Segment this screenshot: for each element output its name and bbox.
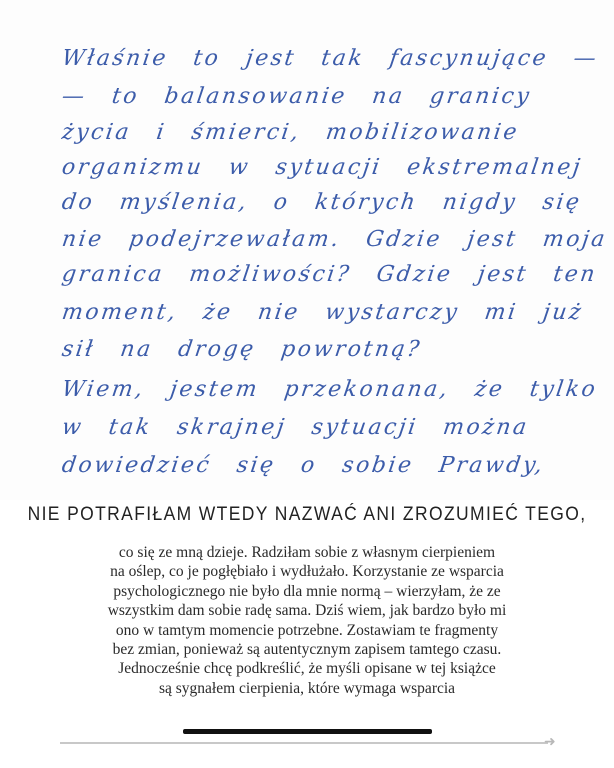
section-heading: NIE POTRAFIŁAM WTEDY NAZWAĆ ANI ZROZUMIEĆ TEGO, <box>27 504 587 525</box>
page-scrubber-track[interactable] <box>60 742 548 744</box>
body-line: bez zmian, ponieważ są autentycznym zapisem tamtego czasu. <box>112 641 502 659</box>
body-paragraph <box>58 543 556 698</box>
handwritten-line: Właśnie to jest tak fascynujące — <box>60 46 600 71</box>
body-line: co się ze mną dzieje. Radziłam sobie z własnym cierpieniem <box>118 544 496 561</box>
handwritten-line: moment, że nie wystarczy mi już <box>60 300 585 325</box>
body-line: wszystkim dam sobie radę sama. Dziś wiem, jak bardzo było mi <box>107 602 507 620</box>
handwritten-line: życia i śmierci, mobilizowanie <box>60 120 521 145</box>
handwritten-line: — to balansowanie na granicy <box>60 84 534 109</box>
body-line: psychologicznego nie było dla mnie normą – wierzyłam, że ze <box>113 582 501 600</box>
arrow-right-icon[interactable]: ➜ <box>544 734 556 750</box>
handwritten-line: granica możliwości? Gdzie jest ten <box>60 262 599 287</box>
body-line: Jednocześnie chcę podkreślić, że myśli opisane w tej książce <box>118 660 496 678</box>
handwritten-line: organizmu w sytuacji ekstremalnej <box>60 155 584 180</box>
body-line: na oślep, co je pogłębiało i wydłużało. Korzystanie ze wsparcia <box>110 563 504 581</box>
handwritten-line: nie podejrzewałam. Gdzie jest moja <box>60 227 609 252</box>
handwritten-line: dowiedzieć się o sobie Prawdy, <box>60 453 547 478</box>
page-indicator-bar[interactable] <box>183 729 432 734</box>
handwritten-line: sił na drogę powrotną? <box>60 337 424 362</box>
handwritten-line: w tak skrajnej sytuacji można <box>60 415 531 440</box>
handwritten-line: do myślenia, o których nigdy się <box>60 190 584 215</box>
body-line: ono w tamtym momencie potrzebne. Zostawiam te fragmenty <box>115 621 499 639</box>
handwritten-line: Wiem, jestem przekonana, że tylko <box>60 377 600 402</box>
body-line: są sygnałem cierpienia, które wymaga wsparcia <box>158 679 456 697</box>
